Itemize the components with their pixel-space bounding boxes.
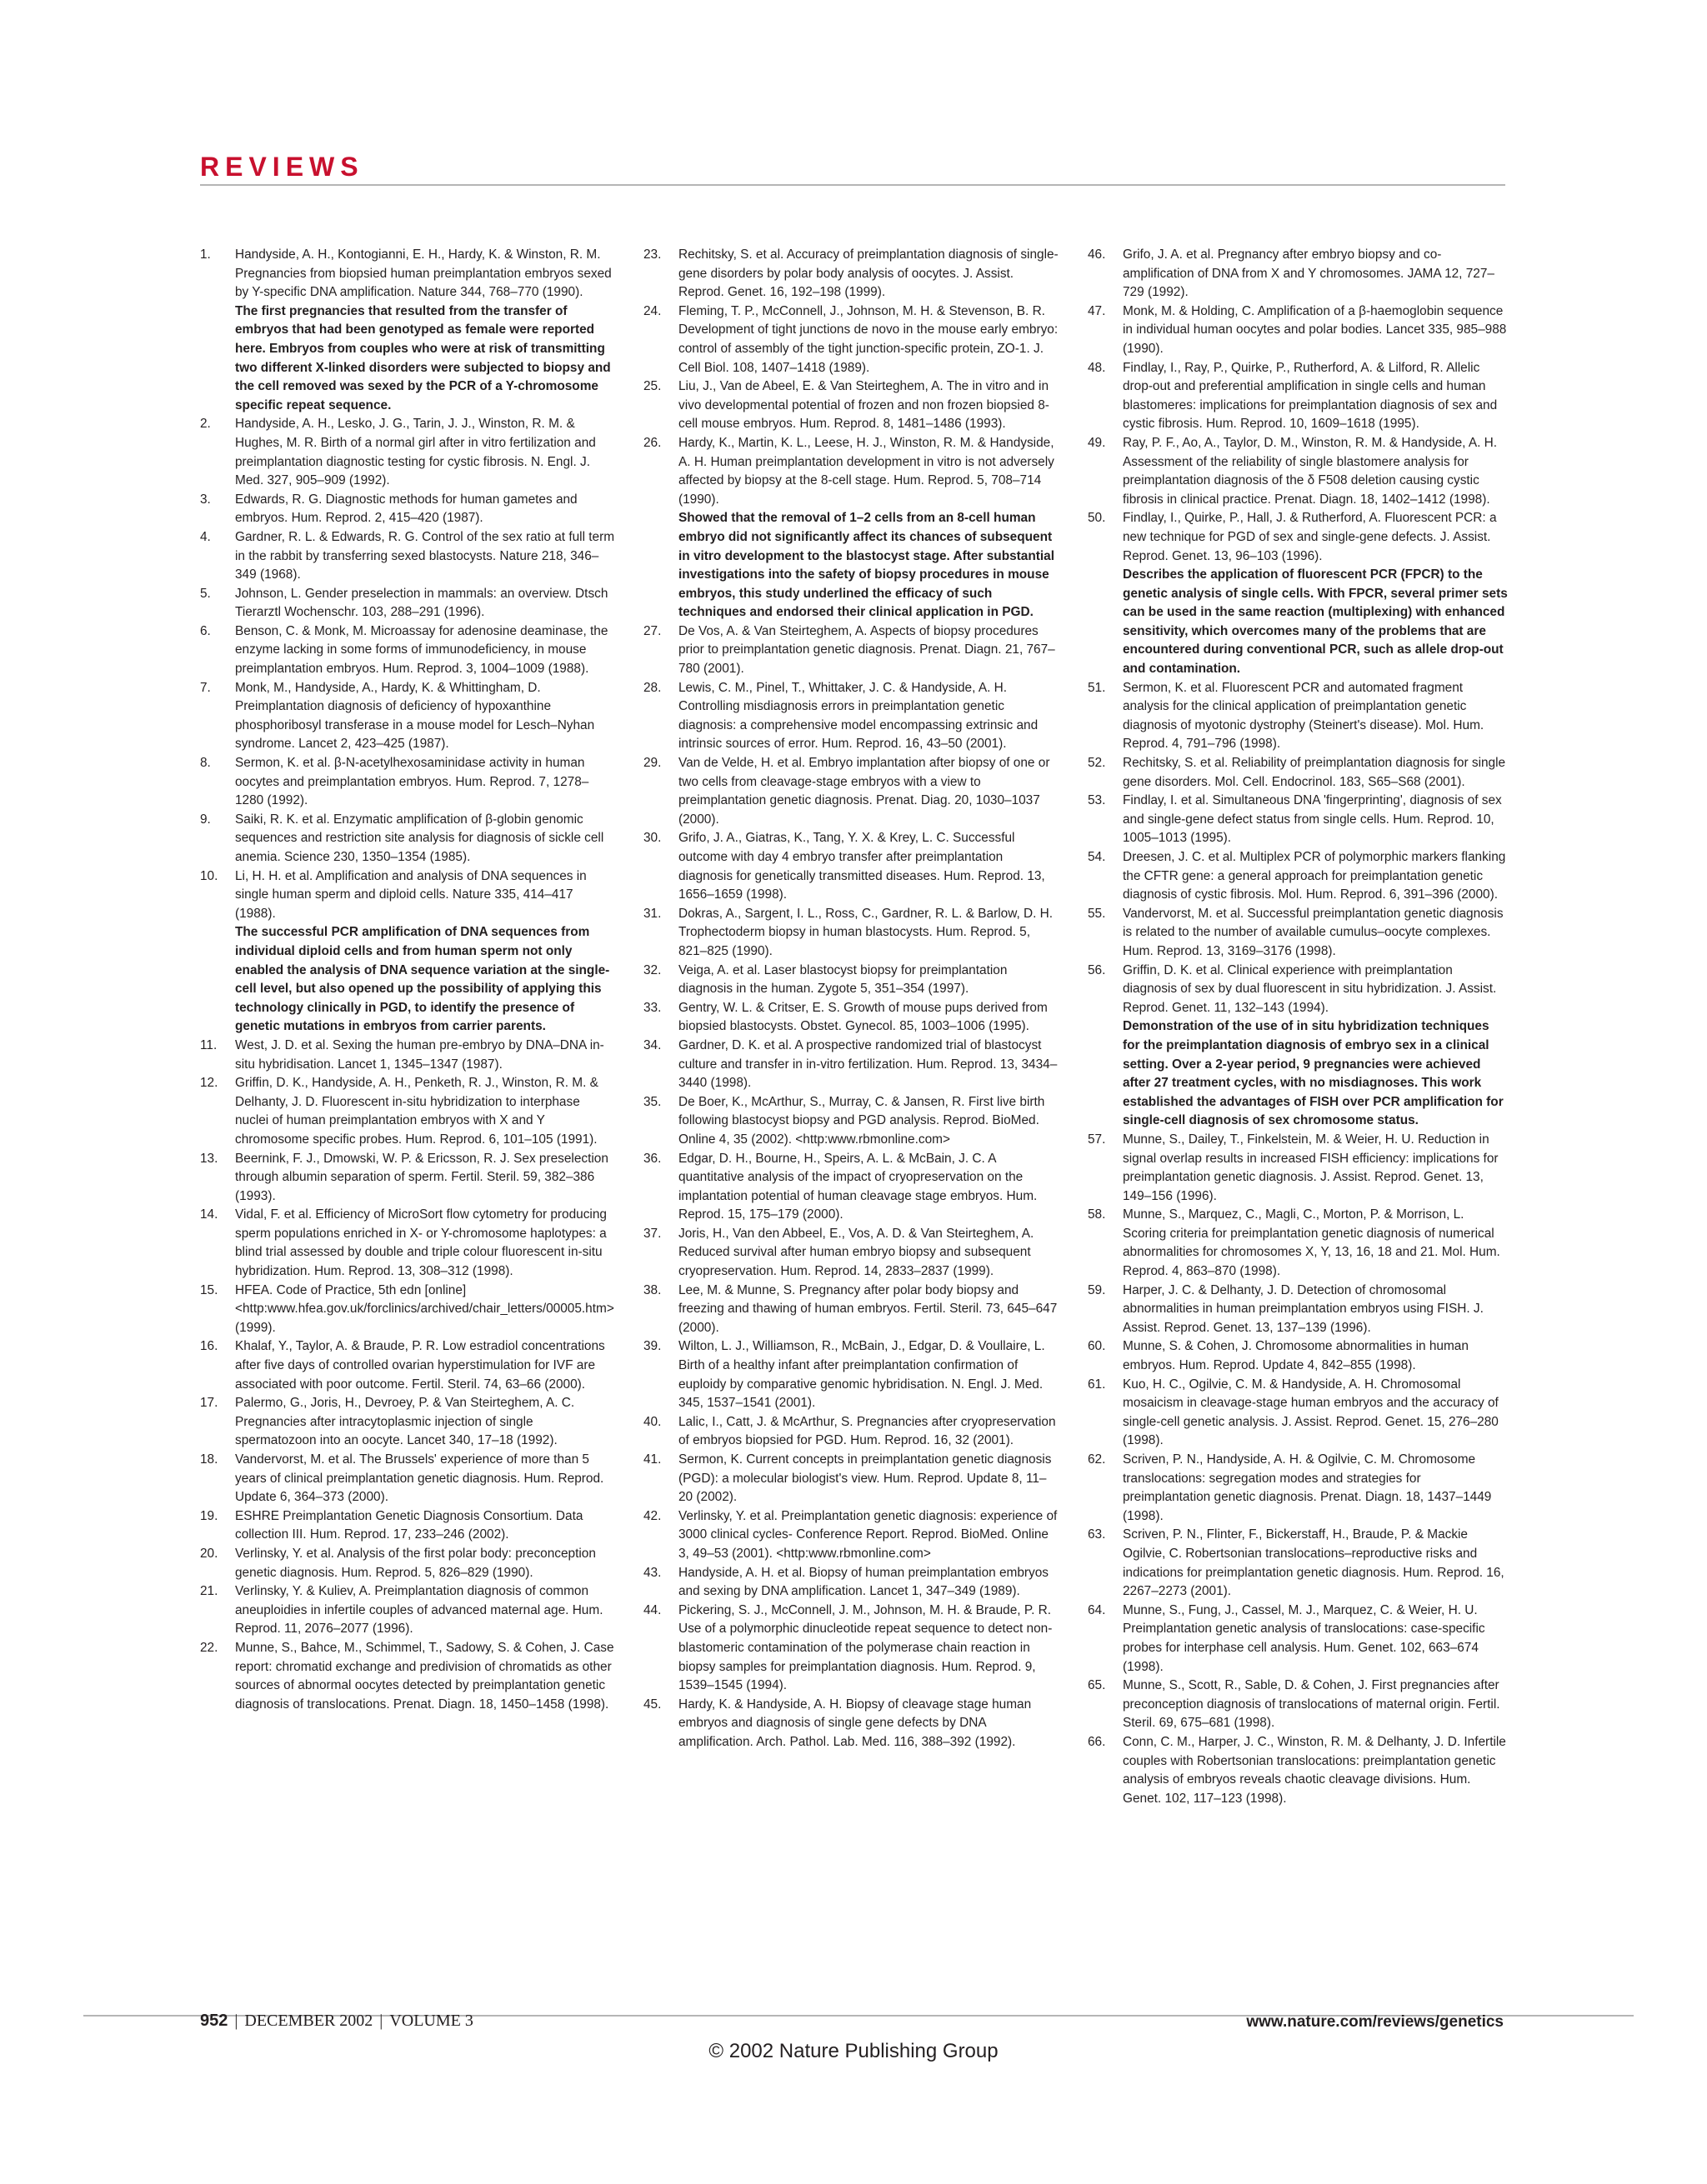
- reference-text: Munne, S., Marquez, C., Magli, C., Morton, P. & Morrison, L. Scoring criteria for preimplantation genetic diagnosis of numerical abnormalities for chromosomes X, Y, 13, 16, 18 and 21. Mol. Hum. Reprod. 4, 863–870 (1998).: [1123, 1207, 1500, 1279]
- reference-number: 16.: [200, 1339, 218, 1354]
- reference-number: 28.: [643, 680, 662, 695]
- reference-number: 60.: [1088, 1339, 1106, 1354]
- reference-text: Munne, S., Dailey, T., Finkelstein, M. & Weier, H. U. Reduction in signal overlap results in increased FISH efficiency: implications for preimplantation genetic diagnosis. J. Assist. Reprod. Genet. 13, 149–156 (1996).: [1123, 1132, 1499, 1203]
- reference-text: Rechitsky, S. et al. Accuracy of preimplantation diagnosis of single-gene disorders by polar body analysis of oocytes. J. Assist. Reprod. Genet. 16, 192–198 (1999).: [678, 247, 1059, 300]
- reference-item: [200, 1150, 617, 1207]
- reference-number: 42.: [643, 1508, 662, 1523]
- reference-number: 58.: [1088, 1207, 1106, 1222]
- reference-number: 61.: [1088, 1377, 1106, 1392]
- reference-number: 25.: [643, 379, 662, 394]
- reference-item: [1088, 434, 1509, 509]
- reference-text: Lee, M. & Munne, S. Pregnancy after polar body biopsy and freezing and thawing of human embryos. Fertil. Steril. 73, 645–647 (2000).: [678, 1282, 1058, 1335]
- reference-number: 18.: [200, 1452, 218, 1467]
- reference-text: Hardy, K., Martin, K. L., Leese, H. J., Winston, R. M. & Handyside, A. H. Human preimplantation development in vitro is not adversely affected by biopsy at the 8-cell stage. Hum. Reprod. 5, 708–714 (1990).: [678, 435, 1054, 507]
- reference-number: 38.: [643, 1282, 662, 1297]
- reference-number: 1.: [200, 247, 211, 262]
- reference-text: De Vos, A. & Van Steirteghem, A. Aspects of biopsy procedures prior to preimplantation genetic diagnosis. Prenat. Diagn. 21, 767–780 (2001).: [678, 623, 1055, 677]
- reference-item: [1088, 1131, 1509, 1206]
- reference-text: Kuo, H. C., Ogilvie, C. M. & Handyside, A. H. Chromosomal mosaicism in cleavage-stage human embryos and the accuracy of single-cell genetic analysis. J. Assist. Reprod. Genet. 15, 276–280 (1998).: [1123, 1377, 1499, 1448]
- reference-number: 11.: [200, 1037, 218, 1052]
- reference-annotation: The first pregnancies that resulted from the transfer of embryos that had been genotyped as female were reported here. Embryos from couples who were at risk of transmitting two different X-linked disorders were subjected to biopsy and the cell removed was sexed by the PCR of a Y-chromosome specific repeat sequence.: [235, 303, 611, 412]
- reference-text: Monk, M. & Holding, C. Amplification of a β-haemoglobin sequence in individual human oocytes and polar bodies. Lancet 335, 985–988 (1990).: [1123, 303, 1507, 356]
- reference-number: 62.: [1088, 1452, 1106, 1467]
- reference-number: 13.: [200, 1151, 218, 1166]
- reference-number: 33.: [643, 1000, 662, 1015]
- reference-text: ESHRE Preimplantation Genetic Diagnosis Consortium. Data collection III. Hum. Reprod. 17, 233–246 (2002).: [235, 1508, 583, 1542]
- reference-item: [200, 1394, 617, 1451]
- reference-item: [200, 415, 617, 490]
- reference-number: 22.: [200, 1640, 218, 1655]
- reference-number: 5.: [200, 586, 211, 601]
- reference-item: [200, 1545, 617, 1582]
- reference-number: 23.: [643, 247, 662, 262]
- reference-text: Findlay, I., Ray, P., Quirke, P., Rutherford, A. & Lilford, R. Allelic drop-out and preferential amplification in single cells and human blastomeres: implications for preimplantation diagnosis of sex and cystic fibrosis. Hum. Reprod. 10, 1609–1618 (1995).: [1123, 360, 1498, 432]
- reference-item: [643, 1282, 1060, 1338]
- reference-text: Sermon, K. et al. β-N-acetylhexosaminidase activity in human oocytes and preimplantation embryos. Hum. Reprod. 7, 1278–1280 (1992).: [235, 756, 589, 808]
- reference-text: Wilton, L. J., Williamson, R., McBain, J., Edgar, D. & Voullaire, L. Birth of a healthy infant after preimplantation confirmation of euploidy by comparative genomic hybridisation. N. Engl. J. Med. 345, 1537–1541 (2001).: [678, 1339, 1045, 1411]
- reference-number: 47.: [1088, 303, 1106, 318]
- reference-item: [1088, 1733, 1509, 1808]
- reference-text: Joris, H., Van den Abbeel, E., Vos, A. D. & Van Steirteghem, A. Reduced survival after human embryo biopsy and subsequent cryopreservation. Hum. Reprod. 14, 2833–2837 (1999).: [678, 1226, 1034, 1279]
- reference-text: Verlinsky, Y. et al. Preimplantation genetic diagnosis: experience of 3000 clinical cycles- Conference Report. Reprod. BioMed. Online 3, 49–53 (2001). <http:www.rbmonline.com>: [678, 1508, 1058, 1561]
- reference-text: Edwards, R. G. Diagnostic methods for human gametes and embryos. Hum. Reprod. 2, 415–420 (1987).: [235, 492, 578, 526]
- reference-item: [1088, 679, 1509, 754]
- reference-item: [200, 679, 617, 754]
- reference-item: [200, 1639, 617, 1714]
- reference-number: 26.: [643, 435, 662, 450]
- reference-text: Ray, P. F., Ao, A., Taylor, D. M., Winston, R. M. & Handyside, A. H. Assessment of the reliability of single blastomere analysis for preimplantation diagnosis of the δ F508 deletion causing cystic fibrosis in clinical practice. Prenat. Diagn. 18, 1402–1412 (1998).: [1123, 435, 1498, 507]
- reference-number: 54.: [1088, 850, 1106, 864]
- reference-number: 27.: [643, 623, 662, 638]
- reference-column-2: [643, 246, 1060, 1752]
- reference-number: 51.: [1088, 680, 1106, 695]
- reference-item: [200, 1507, 617, 1545]
- reference-text: Vandervorst, M. et al. The Brussels' experience of more than 5 years of clinical preimplantation genetic diagnosis. Hum. Reprod. Update 6, 364–373 (2000).: [235, 1452, 604, 1505]
- reference-number: 39.: [643, 1339, 662, 1354]
- reference-number: 19.: [200, 1508, 218, 1523]
- reference-annotation: The successful PCR amplification of DNA sequences from individual diploid cells and from human sperm not only enabled the analysis of DNA sequence variation at the single-cell level, but also opened up the possibility of applying this technology clinically in PGD, to identify the presence of genetic mutations in embryos from carrier parents.: [235, 925, 610, 1034]
- reference-text: Griffin, D. K. et al. Clinical experience with preimplantation diagnosis of sex by dual fluorescent in situ hybridization. J. Assist. Reprod. Genet. 11, 132–143 (1994).: [1123, 962, 1497, 1015]
- reference-text: Handyside, A. H., Kontogianni, E. H., Hardy, K. & Winston, R. M. Pregnancies from biopsied human preimplantation embryos sexed by Y-specific DNA amplification. Nature 344, 768–770 (1990).: [235, 247, 612, 300]
- footer-separator: |: [234, 2012, 238, 2030]
- reference-number: 50.: [1088, 511, 1106, 526]
- reference-number: 40.: [643, 1414, 662, 1429]
- reference-text: Grifo, J. A., Giatras, K., Tang, Y. X. & Krey, L. C. Successful outcome with day 4 embryo transfer after preimplantation diagnosis for genetically transmitted diseases. Hum. Reprod. 13, 1656–1659 (1998).: [678, 831, 1045, 902]
- reference-text: Verlinsky, Y. & Kuliev, A. Preimplantation diagnosis of common aneuploidies in infertile couples of advanced maternal age. Hum. Reprod. 11, 2076–2077 (1996).: [235, 1584, 603, 1637]
- reference-number: 59.: [1088, 1282, 1106, 1297]
- reference-item: [200, 754, 617, 811]
- reference-item: [643, 1602, 1060, 1696]
- reference-number: 34.: [643, 1037, 662, 1052]
- reference-text: Findlay, I. et al. Simultaneous DNA 'fingerprinting', diagnosis of sex and single-gene defect status from single cells. Hum. Reprod. 10, 1005–1013 (1995).: [1123, 793, 1502, 846]
- reference-number: 46.: [1088, 247, 1106, 262]
- reference-text: Veiga, A. et al. Laser blastocyst biopsy for preimplantation diagnosis in the human. Zygote 5, 351–354 (1997).: [678, 962, 1008, 997]
- reference-item: [1088, 1337, 1509, 1375]
- reference-number: 35.: [643, 1094, 662, 1109]
- reference-item: [1088, 792, 1509, 848]
- reference-item: [1088, 1526, 1509, 1601]
- reference-number: 3.: [200, 492, 211, 507]
- reference-column-3: [1088, 246, 1509, 1808]
- reference-text: Sermon, K. et al. Fluorescent PCR and automated fragment analysis for the clinical application of preimplantation genetic diagnosis of myotonic dystrophy (Steinert's disease). Mol. Hum. Reprod. 4, 791–796 (1998).: [1123, 680, 1484, 752]
- reference-text: Findlay, I., Quirke, P., Hall, J. & Rutherford, A. Fluorescent PCR: a new technique for PGD of sex and single-gene defects. J. Assist. Reprod. Genet. 13, 96–103 (1996).: [1123, 511, 1497, 563]
- reference-item: [643, 1564, 1060, 1602]
- reference-item: [643, 679, 1060, 754]
- reference-text: Rechitsky, S. et al. Reliability of preimplantation diagnosis for single gene disorders. Mol. Cell. Endocrinol. 183, S65–S68 (2001).: [1123, 756, 1506, 789]
- journal-url[interactable]: www.nature.com/reviews/genetics: [1246, 2013, 1504, 2031]
- reference-text: Fleming, T. P., McConnell, J., Johnson, M. H. & Stevenson, B. R. Development of tight junctions de novo in the mouse early embryo: control of assembly of the tight junction-specific protein, ZO-1. J. Cell Biol. 108, 1407–1418 (1989).: [678, 303, 1059, 375]
- reference-text: Gentry, W. L. & Critser, E. S. Growth of mouse pups derived from biopsied blastocysts. Obstet. Gynecol. 85, 1003–1006 (1995).: [678, 1000, 1048, 1034]
- reference-text: Munne, S., Scott, R., Sable, D. & Cohen, J. First pregnancies after preconception diagnosis of translocations of maternal origin. Fertil. Steril. 69, 675–681 (1998).: [1123, 1678, 1500, 1731]
- reference-number: 53.: [1088, 793, 1106, 808]
- reference-number: 9.: [200, 812, 211, 827]
- reference-number: 14.: [200, 1207, 218, 1222]
- reference-text: Pickering, S. J., McConnell, J. M., Johnson, M. H. & Braude, P. R. Use of a polymorphic dinucleotide repeat sequence to detect non-blastomeric contamination of the polymerase chain reaction in biopsy samples for preimplantation diagnosis. Hum. Reprod. 9, 1539–1545 (1994).: [678, 1602, 1053, 1693]
- reference-item: [200, 867, 617, 1037]
- reference-text: Munne, S. & Cohen, J. Chromosome abnormalities in human embryos. Hum. Reprod. Update 4, 842–855 (1998).: [1123, 1339, 1469, 1373]
- reference-item: [1088, 905, 1509, 962]
- reference-item: [1088, 1677, 1509, 1733]
- reference-item: [643, 1337, 1060, 1412]
- reference-item: [200, 622, 617, 679]
- reference-item: [643, 1150, 1060, 1225]
- reference-text: Khalaf, Y., Taylor, A. & Braude, P. R. Low estradiol concentrations after five days of controlled ovarian hyperstimulation for IVF are associated with poor outcome. Fertil. Steril. 74, 63–66 (2000).: [235, 1339, 605, 1392]
- reference-item: [1088, 962, 1509, 1131]
- reference-item: [643, 622, 1060, 679]
- reference-text: Hardy, K. & Handyside, A. H. Biopsy of cleavage stage human embryos and diagnosis of single gene defects by DNA amplification. Arch. Pathol. Lab. Med. 116, 388–392 (1992).: [678, 1697, 1032, 1749]
- reference-annotation: Demonstration of the use of in situ hybridization techniques for the preimplantation diagnosis of embryo sex in a clinical setting. Over a 2-year period, 9 pregnancies were achieved after 27 treatment cycles, with no misdiagnoses. This work established the advantages of FISH over PCR amplification for single-cell diagnosis of sex chromosome status.: [1123, 1019, 1504, 1128]
- reference-item: [643, 829, 1060, 904]
- reference-number: 24.: [643, 303, 662, 318]
- reference-number: 30.: [643, 831, 662, 846]
- reference-item: [200, 528, 617, 585]
- reference-text: Gardner, D. K. et al. A prospective randomized trial of blastocyst culture and transfer in in-vitro fertilization. Hum. Reprod. 13, 3434–3440 (1998).: [678, 1037, 1058, 1091]
- reference-number: 7.: [200, 680, 211, 695]
- reference-text: Gardner, R. L. & Edwards, R. G. Control of the sex ratio at full term in the rabbit by transferring sexed blastocysts. Nature 218, 346–349 (1968).: [235, 529, 615, 582]
- reference-item: [643, 434, 1060, 622]
- reference-number: 65.: [1088, 1678, 1106, 1693]
- reference-number: 66.: [1088, 1734, 1106, 1749]
- reference-item: [643, 962, 1060, 999]
- reference-number: 44.: [643, 1602, 662, 1617]
- reference-item: [200, 1451, 617, 1507]
- reference-number: 63.: [1088, 1527, 1106, 1542]
- reference-text: Munne, S., Fung, J., Cassel, M. J., Marquez, C. & Weier, H. U. Preimplantation genetic analysis of translocations: case-specific probes for interphase cell analysis. Hum. Genet. 102, 663–674 (1998).: [1123, 1602, 1485, 1674]
- reference-item: [1088, 302, 1509, 359]
- reference-item: [200, 1282, 617, 1338]
- reference-number: 20.: [200, 1546, 218, 1561]
- reference-item: [643, 1451, 1060, 1507]
- reference-item: [1088, 754, 1509, 792]
- reference-annotation: Describes the application of fluorescent PCR (FPCR) to the genetic analysis of single cells. With FPCR, several primer sets can be used in the same reaction (multiplexing) with enhanced sensitivity, which overcomes many of the problems that are encountered during conventional PCR, such as allele drop-out and contamination.: [1123, 567, 1508, 677]
- reference-item: [200, 1206, 617, 1281]
- reference-item: [1088, 1602, 1509, 1677]
- footer-issue-info: [200, 2012, 473, 2031]
- reference-text: Sermon, K. Current concepts in preimplantation genetic diagnosis (PGD): a molecular biologist's view. Hum. Reprod. Update 8, 11–20 (2002).: [678, 1452, 1052, 1505]
- reference-text: Scriven, P. N., Handyside, A. H. & Ogilvie, C. M. Chromosome translocations: segregation modes and strategies for preimplantation genetic diagnosis. Prenat. Diagn. 18, 1437–1449 (1998).: [1123, 1452, 1492, 1523]
- reference-number: 4.: [200, 529, 211, 544]
- reference-item: [200, 585, 617, 622]
- reference-item: [643, 754, 1060, 829]
- reference-item: [200, 491, 617, 528]
- reference-text: Van de Velde, H. et al. Embryo implantation after biopsy of one or two cells from cleavage-stage embryos with a view to preimplantation genetic diagnosis. Prenat. Diag. 20, 1030–1037 (2000).: [678, 756, 1050, 827]
- reference-text: Liu, J., Van de Abeel, E. & Van Steirteghem, A. The in vitro and in vivo developmental potential of frozen and non frozen biopsied 8-cell mouse embryos. Hum. Reprod. 8, 1481–1486 (1993).: [678, 379, 1049, 432]
- reference-number: 55.: [1088, 906, 1106, 921]
- reference-item: [643, 1413, 1060, 1451]
- reference-number: 32.: [643, 962, 662, 977]
- reference-item: [643, 1225, 1060, 1282]
- reference-text: Handyside, A. H. et al. Biopsy of human preimplantation embryos and sexing by DNA amplification. Lancet 1, 347–349 (1989).: [678, 1565, 1049, 1599]
- reference-item: [200, 811, 617, 867]
- reference-item: [1088, 1206, 1509, 1281]
- reference-item: [643, 246, 1060, 302]
- reference-number: 21.: [200, 1584, 218, 1599]
- reference-text: Benson, C. & Monk, M. Microassay for adenosine deaminase, the enzyme lacking in some forms of immunodeficiency, in mouse preimplantation embryos. Hum. Reprod. 3, 1004–1009 (1988).: [235, 623, 608, 677]
- reference-annotation: Showed that the removal of 1–2 cells from an 8-cell human embryo did not significantly affect its chances of subsequent in vitro development to the blastocyst stage. After substantial investigations into the safety of biopsy procedures in mouse embryos, this study underlined the efficacy of such techniques and endorsed their clinical application in PGD.: [678, 511, 1054, 620]
- reference-item: [643, 1507, 1060, 1564]
- issue-date: DECEMBER 2002: [244, 2012, 373, 2030]
- reference-text: West, J. D. et al. Sexing the human pre-embryo by DNA–DNA in-situ hybridisation. Lancet 1, 1345–1347 (1987).: [235, 1037, 604, 1072]
- reference-text: Edgar, D. H., Bourne, H., Speirs, A. L. & McBain, J. C. A quantitative analysis of the impact of cryopreservation on the implantation potential of human cleavage stage embryos. Hum. Reprod. 15, 175–179 (2000).: [678, 1151, 1038, 1222]
- reference-item: [643, 1093, 1060, 1150]
- reference-item: [1088, 1451, 1509, 1526]
- reference-number: 56.: [1088, 962, 1106, 977]
- reference-text: Beernink, F. J., Dmowski, W. P. & Ericsson, R. J. Sex preselection through albumin separation of sperm. Fertil. Steril. 59, 382–386 (1993).: [235, 1151, 608, 1203]
- reference-item: [1088, 359, 1509, 434]
- reference-text: Dreesen, J. C. et al. Multiplex PCR of polymorphic markers flanking the CFTR gene: a general approach for preimplantation genetic diagnosis of cystic fibrosis. Mol. Hum. Reprod. 6, 391–396 (2000).: [1123, 850, 1506, 902]
- reference-text: Conn, C. M., Harper, J. C., Winston, R. M. & Delhanty, J. D. Infertile couples with Robertsonian translocations: preimplantation genetic analysis of embryos reveals chaotic cleavage divisions. Hum. Genet. 102, 117–123 (1998).: [1123, 1734, 1506, 1806]
- reference-text: Li, H. H. et al. Amplification and analysis of DNA sequences in single human sperm and diploid cells. Nature 335, 414–417 (1988).: [235, 868, 587, 921]
- reference-text: Scriven, P. N., Flinter, F., Bickerstaff, H., Braude, P. & Mackie Ogilvie, C. Robertsonian translocations–reproductive risks and indications for preimplantation genetic diagnosis. Hum. Reprod. 16, 2267–2273 (2001).: [1123, 1527, 1504, 1599]
- reference-number: 49.: [1088, 435, 1106, 450]
- reference-item: [643, 377, 1060, 434]
- reference-item: [643, 1037, 1060, 1093]
- reference-item: [200, 1074, 617, 1149]
- reference-item: [643, 1696, 1060, 1752]
- reference-item: [200, 246, 617, 415]
- reference-number: 57.: [1088, 1132, 1106, 1147]
- reference-number: 17.: [200, 1396, 218, 1411]
- volume-label: VOLUME 3: [389, 2012, 473, 2030]
- reference-number: 41.: [643, 1452, 662, 1467]
- reference-item: [1088, 1376, 1509, 1451]
- reference-item: [643, 999, 1060, 1037]
- reference-number: 6.: [200, 623, 211, 638]
- reference-text: Dokras, A., Sargent, I. L., Ross, C., Gardner, R. L. & Barlow, D. H. Trophectoderm biopsy in human blastocysts. Hum. Reprod. 5, 821–825 (1990).: [678, 906, 1054, 958]
- reference-number: 45.: [643, 1697, 662, 1712]
- reference-text: Johnson, L. Gender preselection in mammals: an overview. Dtsch Tierarztl Wochenschr. 103, 288–291 (1996).: [235, 586, 608, 620]
- reference-text: Munne, S., Bahce, M., Schimmel, T., Sadowy, S. & Cohen, J. Case report: chromatid exchange and predivision of chromatids as other sources of abnormal oocytes detected by preimplantation genetic diagnosis of translocations. Prenat. Diagn. 18, 1450–1458 (1998).: [235, 1640, 614, 1712]
- reference-text: De Boer, K., McArthur, S., Murray, C. & Jansen, R. First live birth following blastocyst biopsy and PGD analysis. Reprod. BioMed. Online 4, 35 (2002). <http:www.rbmonline.com>: [678, 1094, 1045, 1147]
- reference-text: Saiki, R. K. et al. Enzymatic amplification of β-globin genomic sequences and restriction site analysis for diagnosis of sickle cell anemia. Science 230, 1350–1354 (1985).: [235, 812, 604, 864]
- reference-item: [200, 1582, 617, 1639]
- reference-number: 15.: [200, 1282, 218, 1297]
- reference-number: 37.: [643, 1226, 662, 1241]
- reference-item: [643, 302, 1060, 377]
- reference-text: Monk, M., Handyside, A., Hardy, K. & Whittingham, D. Preimplantation diagnosis of deficiency of hypoxanthine phosphoribosyl transferase in a mouse model for Lesch–Nyhan syndrome. Lancet 2, 423–425 (1987).: [235, 680, 595, 752]
- reference-text: Grifo, J. A. et al. Pregnancy after embryo biopsy and co-amplification of DNA from X and Y chromosomes. JAMA 12, 727–729 (1992).: [1123, 247, 1494, 300]
- reference-number: 64.: [1088, 1602, 1106, 1617]
- reference-text: Vidal, F. et al. Efficiency of MicroSort flow cytometry for producing sperm populations enriched in X- or Y-chromosome haplotypes: a blind trial assessed by double and triple colour fluorescent in-situ hybridization. Hum. Reprod. 13, 308–312 (1998).: [235, 1207, 607, 1279]
- reference-number: 43.: [643, 1565, 662, 1580]
- reference-text: Griffin, D. K., Handyside, A. H., Penketh, R. J., Winston, R. M. & Delhanty, J. D. Fluorescent in-situ hybridization to interphase nuclei of human preimplantation embryos with X and Y chromosome specific probes. Hum. Reprod. 6, 101–105 (1991).: [235, 1076, 598, 1147]
- reference-item: [643, 905, 1060, 962]
- reference-item: [200, 1037, 617, 1074]
- copyright-notice: © 2002 Nature Publishing Group: [708, 2040, 999, 2062]
- reference-number: 2.: [200, 417, 211, 432]
- reference-item: [200, 1337, 617, 1394]
- reference-text: Vandervorst, M. et al. Successful preimplantation genetic diagnosis is related to the number of available cumulus–oocyte complexes. Hum. Reprod. 13, 3169–3176 (1998).: [1123, 906, 1504, 958]
- reference-text: Palermo, G., Joris, H., Devroey, P. & Van Steirteghem, A. C. Pregnancies after intracytoplasmic injection of single spermatozoon into an oocyte. Lancet 340, 17–18 (1992).: [235, 1396, 575, 1448]
- reference-column-1: [200, 246, 617, 1714]
- reference-number: 31.: [643, 906, 662, 921]
- reference-text: HFEA. Code of Practice, 5th edn [online] <http:www.hfea.gov.uk/forclinics/archived/chair_letters/00005.htm> (1999).: [235, 1282, 614, 1335]
- reference-number: 29.: [643, 756, 662, 771]
- reference-text: Harper, J. C. & Delhanty, J. D. Detection of chromosomal abnormalities in human preimplantation embryos using FISH. J. Assist. Reprod. Genet. 13, 137–139 (1996).: [1123, 1282, 1484, 1335]
- reference-text: Handyside, A. H., Lesko, J. G., Tarin, J. J., Winston, R. M. & Hughes, M. R. Birth of a normal girl after in vitro fertilization and preimplantation diagnostic testing for cystic fibrosis. N. Engl. J. Med. 327, 905–909 (1992).: [235, 417, 596, 488]
- reference-item: [1088, 848, 1509, 905]
- reference-text: Lewis, C. M., Pinel, T., Whittaker, J. C. & Handyside, A. H. Controlling misdiagnosis errors in preimplantation genetic diagnosis: a comprehensive model encompassing extrinsic and intrinsic sources of error. Hum. Reprod. 16, 43–50 (2001).: [678, 680, 1039, 752]
- footer-separator: |: [379, 2012, 383, 2030]
- reference-number: 48.: [1088, 360, 1106, 375]
- header-divider: [200, 184, 1505, 186]
- reference-number: 52.: [1088, 756, 1106, 771]
- reference-number: 36.: [643, 1151, 662, 1166]
- reference-number: 12.: [200, 1076, 218, 1091]
- reference-item: [1088, 246, 1509, 302]
- reference-text: Lalic, I., Catt, J. & McArthur, S. Pregnancies after cryopreservation of embryos biopsied for PGD. Hum. Reprod. 16, 32 (2001).: [678, 1414, 1056, 1448]
- reference-item: [1088, 1282, 1509, 1338]
- reference-item: [1088, 509, 1509, 678]
- reference-number: 8.: [200, 756, 211, 771]
- reference-number: 10.: [200, 868, 218, 883]
- page-number: 952: [200, 2012, 228, 2030]
- reference-text: Verlinsky, Y. et al. Analysis of the first polar body: preconception genetic diagnosis. Hum. Reprod. 5, 826–829 (1990).: [235, 1546, 596, 1580]
- section-label: REVIEWS: [200, 152, 364, 182]
